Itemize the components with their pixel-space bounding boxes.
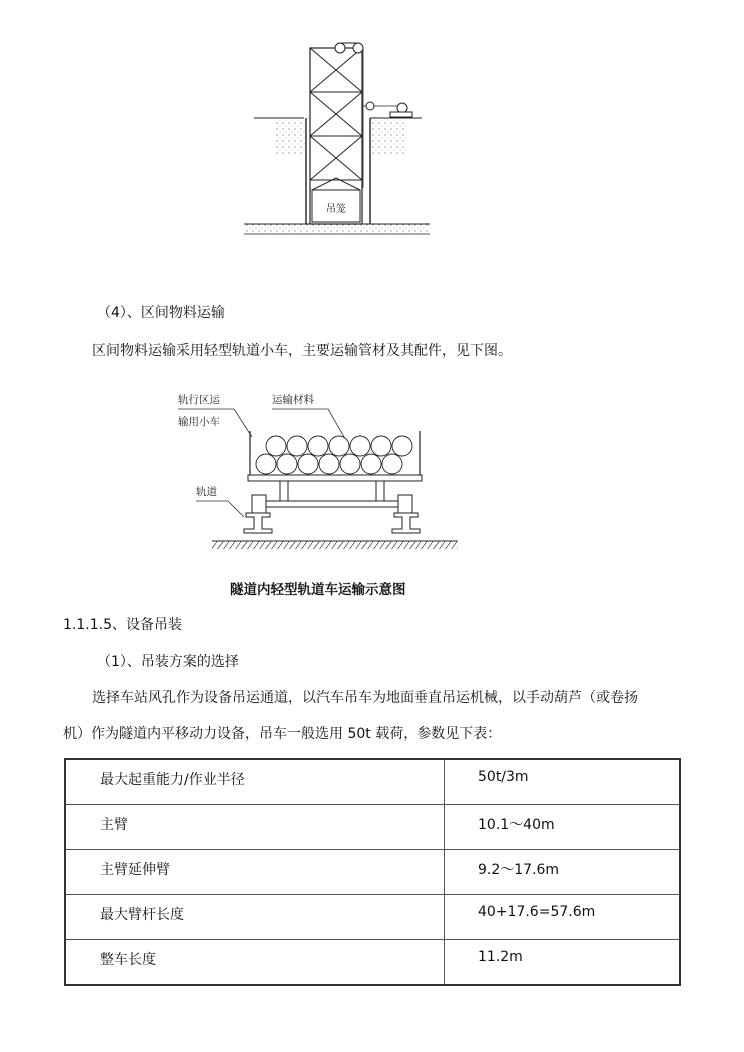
figure-caption: 隧道内轻型轨道车运输示意图 — [230, 582, 406, 598]
param-cell — [65, 805, 445, 850]
section-5-heading: 1.1.1.5、设备吊装 — [63, 617, 182, 633]
section-4-heading: （4）、区间物料运输 — [97, 305, 225, 321]
param-cell — [65, 940, 445, 986]
param-name: 主臂延伸臂 — [100, 862, 170, 878]
section-5-paragraph-line2: 机）作为隧道内平移动力设备，吊车一般选用 50t 载荷，参数见下表： — [63, 726, 502, 742]
track-cart-diagram — [168, 383, 468, 559]
label-track: 轨道 — [196, 486, 217, 498]
section-5-sub-heading: （1）、吊装方案的选择 — [97, 654, 239, 670]
param-value: 11.2m — [478, 949, 523, 965]
param-name: 最大起重能力/作业半径 — [100, 772, 245, 788]
cage-label: 吊笼 — [326, 204, 346, 215]
table-row — [65, 940, 680, 986]
hoist-tower-diagram — [240, 38, 440, 238]
param-value: 40+17.6=57.6m — [478, 904, 596, 920]
section-5-paragraph-line1: 选择车站风孔作为设备吊运通道，以汽车吊车为地面垂直吊运机械，以手动葫芦（或卷扬 — [92, 690, 638, 706]
value-cell — [445, 895, 681, 940]
value-cell — [445, 940, 681, 986]
value-cell — [445, 850, 681, 895]
table-row — [65, 850, 680, 895]
param-value: 10.1～40m — [478, 817, 555, 833]
section-4-paragraph: 区间物料运输采用轻型轨道小车，主要运输管材及其配件，见下图。 — [92, 343, 512, 359]
value-cell — [445, 805, 681, 850]
label-cart-line2: 输用小车 — [178, 416, 220, 428]
param-value: 50t/3m — [478, 769, 529, 785]
param-value: 9.2～17.6m — [478, 862, 560, 878]
param-cell — [65, 759, 445, 805]
param-name: 整车长度 — [100, 952, 156, 968]
value-cell — [445, 759, 681, 805]
table-row — [65, 805, 680, 850]
param-name: 最大臂杆长度 — [100, 907, 184, 923]
label-materials: 运输材料 — [272, 394, 314, 406]
table-row — [65, 895, 680, 940]
param-name: 主臂 — [100, 817, 128, 833]
table-row — [65, 759, 680, 805]
param-cell — [65, 850, 445, 895]
param-cell — [65, 895, 445, 940]
crane-parameter-table — [64, 758, 681, 986]
label-cart-line1: 轨行区运 — [178, 394, 220, 406]
